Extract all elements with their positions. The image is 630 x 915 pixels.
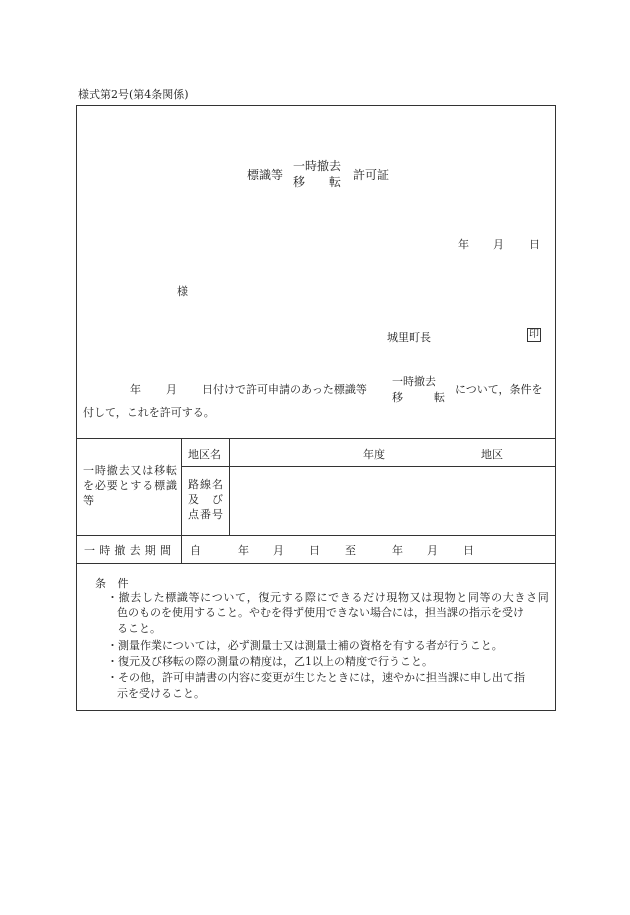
addressee-suffix: 様 xyxy=(177,285,188,298)
condition-char: の xyxy=(491,591,503,604)
table-top-border xyxy=(76,438,556,439)
date-month: 月 xyxy=(493,238,504,251)
condition-4-line-2: 示を受けること。 xyxy=(117,687,205,700)
condition-1-line-1 xyxy=(107,589,549,605)
period-year-1: 年 xyxy=(238,544,249,557)
period-month-2: 月 xyxy=(427,544,438,557)
condition-char: 同 xyxy=(467,591,479,604)
district-label: 地区 xyxy=(481,448,503,461)
table-bottom-border xyxy=(76,563,556,564)
body-year: 年 xyxy=(130,383,141,396)
seal-mark: 印 xyxy=(529,329,539,340)
condition-char: 標 xyxy=(165,591,177,604)
period-label: 一時撤去期間 xyxy=(84,544,176,557)
route-label-line: 路線名 xyxy=(188,478,223,491)
condition-char: た xyxy=(153,591,165,604)
table-col-divider-2 xyxy=(229,438,230,535)
condition-char: さ xyxy=(526,591,538,604)
condition-char: 識 xyxy=(176,591,188,604)
target-label-line: 一時撤去又は移転 xyxy=(83,464,177,477)
fiscal-year-label: 年度 xyxy=(363,448,385,461)
table-row-divider-district xyxy=(181,466,556,467)
title-suffix: 許可証 xyxy=(353,168,390,182)
condition-char: き xyxy=(514,591,526,604)
condition-char: 際 xyxy=(304,591,316,604)
table-col-divider-1 xyxy=(181,438,182,563)
conditions-heading: 条 件 xyxy=(95,577,133,590)
condition-char: け xyxy=(374,591,386,604)
title-alt-top: 一時撤去 xyxy=(293,159,342,173)
condition-char: 等 xyxy=(479,591,491,604)
body-text-a: 日付けで許可申請のあった標識等 xyxy=(202,383,367,396)
period-to: 至 xyxy=(345,544,356,557)
route-label xyxy=(188,477,223,522)
condition-char: と xyxy=(456,591,468,604)
condition-1-line-3: ること。 xyxy=(117,622,161,635)
condition-char: し xyxy=(141,591,153,604)
condition-char: 大 xyxy=(502,591,514,604)
route-label-line: 及 び xyxy=(188,493,223,506)
district-name-label: 地区名 xyxy=(188,448,221,461)
condition-char: ， xyxy=(246,591,258,604)
condition-4-line-1: ・その他，許可申請書の内容に変更が生じたときには，速やかに担当課に申し出て指 xyxy=(107,671,525,684)
condition-char: る xyxy=(351,591,363,604)
issuer: 城里町長 xyxy=(387,331,431,344)
period-from: 自 xyxy=(190,544,201,557)
body-month: 月 xyxy=(166,383,177,396)
condition-char: 現 xyxy=(432,591,444,604)
condition-char: に xyxy=(200,591,212,604)
condition-char: 物 xyxy=(444,591,456,604)
title-prefix: 標識等 xyxy=(247,168,284,182)
condition-char: だ xyxy=(363,591,375,604)
condition-char: 元 xyxy=(269,591,281,604)
condition-char: ・ xyxy=(107,591,118,604)
condition-char: 現 xyxy=(386,591,398,604)
condition-2: ・測量作業については，必ず測量士又は測量士補の資格を有する者が行うこと。 xyxy=(107,639,503,652)
condition-char: る xyxy=(293,591,305,604)
condition-char: に xyxy=(316,591,328,604)
condition-char: は xyxy=(421,591,433,604)
condition-char: き xyxy=(339,591,351,604)
title-alt-bottom-1: 移 xyxy=(293,175,306,189)
table-row-divider-period xyxy=(76,535,556,536)
condition-3: ・復元及び移転の際の測量の精度は，乙1以上の精度で行うこと。 xyxy=(107,655,433,668)
condition-char: 等 xyxy=(188,591,200,604)
body-alt-top: 一時撤去 xyxy=(392,375,436,388)
condition-char: で xyxy=(328,591,340,604)
period-day-2: 日 xyxy=(463,544,474,557)
date-year: 年 xyxy=(458,238,469,251)
condition-char: 撤 xyxy=(118,591,130,604)
period-year-2: 年 xyxy=(392,544,403,557)
body-alt-bottom-2: 転 xyxy=(434,391,445,404)
condition-char: 又 xyxy=(409,591,421,604)
condition-char: い xyxy=(223,591,235,604)
body-alt-bottom-1: 移 xyxy=(392,391,403,404)
condition-char: 復 xyxy=(258,591,270,604)
route-label-line: 点番号 xyxy=(188,508,223,521)
condition-char: 物 xyxy=(398,591,410,604)
condition-char: す xyxy=(281,591,293,604)
target-label xyxy=(83,463,177,508)
condition-char: て xyxy=(235,591,247,604)
form-number: 様式第2号(第4条関係) xyxy=(78,88,189,101)
title-alt-bottom-2: 転 xyxy=(329,175,342,189)
condition-1-line-2: 色のものを使用すること。やむを得ず使用できない場合には，担当課の指示を受け xyxy=(117,606,524,619)
target-label-line: を必要とする標識 xyxy=(83,479,177,492)
condition-char: 去 xyxy=(130,591,142,604)
date-day: 日 xyxy=(529,238,540,251)
body-line-2: 付して，これを許可する。 xyxy=(83,406,215,419)
period-month-1: 月 xyxy=(273,544,284,557)
condition-char: 同 xyxy=(537,591,549,604)
target-label-line: 等 xyxy=(83,494,94,507)
period-day-1: 日 xyxy=(309,544,320,557)
condition-char: つ xyxy=(211,591,223,604)
body-text-b: について，条件を xyxy=(455,383,543,396)
